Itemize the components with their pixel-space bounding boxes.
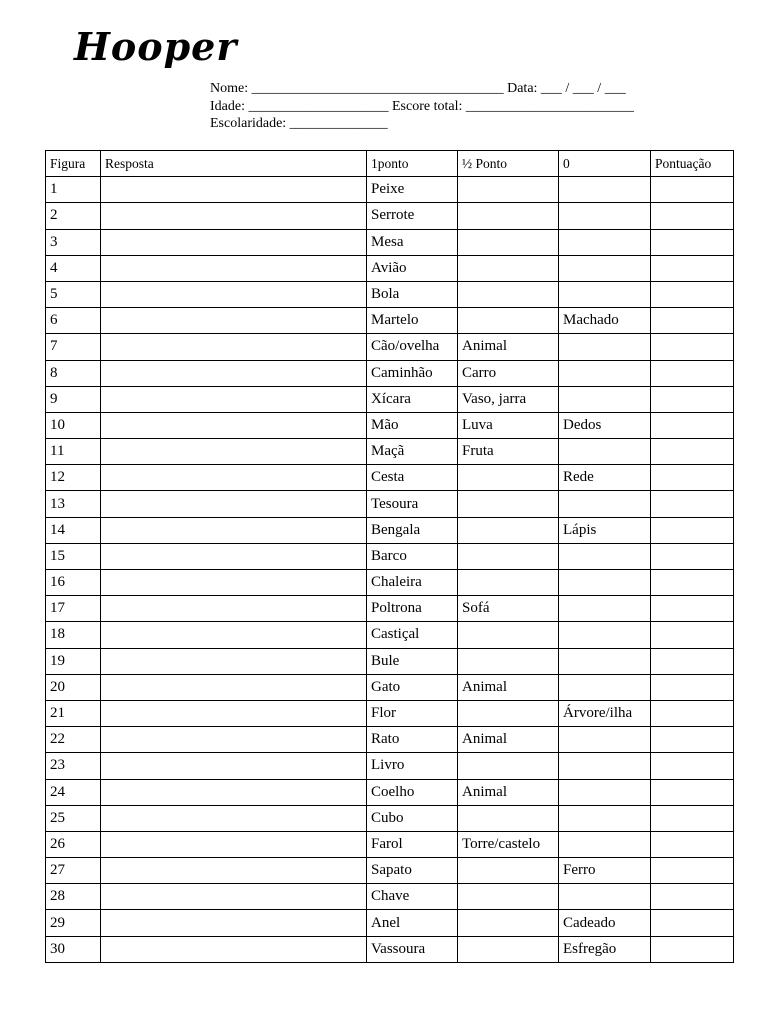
zero-point-cell (559, 805, 651, 831)
zero-point-cell (559, 281, 651, 307)
pontuacao-cell[interactable] (651, 465, 734, 491)
pontuacao-cell[interactable] (651, 203, 734, 229)
resposta-cell[interactable] (101, 727, 367, 753)
zero-point-cell (559, 648, 651, 674)
half-point-cell (458, 622, 559, 648)
resposta-cell[interactable] (101, 334, 367, 360)
pontuacao-cell[interactable] (651, 177, 734, 203)
one-point-cell: Chave (367, 884, 458, 910)
resposta-cell[interactable] (101, 177, 367, 203)
table-row (46, 255, 734, 281)
pontuacao-cell[interactable] (651, 884, 734, 910)
zero-point-cell: Lápis (559, 517, 651, 543)
half-point-cell: Sofá (458, 596, 559, 622)
half-point-cell (458, 700, 559, 726)
resposta-cell[interactable] (101, 936, 367, 962)
figura-cell: 19 (46, 648, 101, 674)
pontuacao-cell[interactable] (651, 858, 734, 884)
one-point-cell: Bola (367, 281, 458, 307)
zero-point-cell (559, 570, 651, 596)
figura-cell: 27 (46, 858, 101, 884)
figura-cell: 12 (46, 465, 101, 491)
figura-cell: 25 (46, 805, 101, 831)
figura-cell: 3 (46, 229, 101, 255)
figura-cell: 17 (46, 596, 101, 622)
figura-cell: 11 (46, 439, 101, 465)
one-point-cell: Cesta (367, 465, 458, 491)
half-point-cell (458, 543, 559, 569)
resposta-cell[interactable] (101, 517, 367, 543)
table-row (46, 727, 734, 753)
pontuacao-cell[interactable] (651, 622, 734, 648)
one-point-cell: Flor (367, 700, 458, 726)
pontuacao-cell[interactable] (651, 491, 734, 517)
table-row (46, 543, 734, 569)
one-point-cell: Avião (367, 255, 458, 281)
pontuacao-cell[interactable] (651, 596, 734, 622)
figura-cell: 15 (46, 543, 101, 569)
figura-cell: 28 (46, 884, 101, 910)
figura-cell: 18 (46, 622, 101, 648)
one-point-cell: Maçã (367, 439, 458, 465)
figura-cell: 14 (46, 517, 101, 543)
page-title: Hooper (74, 24, 238, 69)
zero-point-cell (559, 386, 651, 412)
table-row (46, 360, 734, 386)
half-point-cell (458, 805, 559, 831)
table-header-row (46, 151, 734, 177)
half-point-cell (458, 255, 559, 281)
zero-point-cell (559, 753, 651, 779)
one-point-cell: Tesoura (367, 491, 458, 517)
half-point-cell: Animal (458, 674, 559, 700)
half-point-cell: Torre/castelo (458, 831, 559, 857)
resposta-cell[interactable] (101, 412, 367, 438)
one-point-cell: Farol (367, 831, 458, 857)
half-point-cell: Carro (458, 360, 559, 386)
zero-point-cell (559, 229, 651, 255)
figura-cell: 5 (46, 281, 101, 307)
table-row (46, 779, 734, 805)
one-point-cell: Castiçal (367, 622, 458, 648)
one-point-cell: Bule (367, 648, 458, 674)
one-point-cell: Bengala (367, 517, 458, 543)
pontuacao-cell[interactable] (651, 570, 734, 596)
one-point-cell: Barco (367, 543, 458, 569)
zero-point-cell (559, 596, 651, 622)
resposta-cell[interactable] (101, 491, 367, 517)
table-row (46, 308, 734, 334)
figura-cell: 20 (46, 674, 101, 700)
header-1ponto: 1ponto (367, 151, 458, 177)
pontuacao-cell[interactable] (651, 674, 734, 700)
half-point-cell: Animal (458, 779, 559, 805)
resposta-cell[interactable] (101, 465, 367, 491)
half-point-cell (458, 910, 559, 936)
one-point-cell: Livro (367, 753, 458, 779)
scoring-table (45, 150, 734, 963)
half-point-cell (458, 936, 559, 962)
figura-cell: 21 (46, 700, 101, 726)
pontuacao-cell[interactable] (651, 700, 734, 726)
figura-cell: 4 (46, 255, 101, 281)
resposta-cell[interactable] (101, 779, 367, 805)
zero-point-cell (559, 831, 651, 857)
table-row (46, 203, 734, 229)
zero-point-cell (559, 255, 651, 281)
one-point-cell: Gato (367, 674, 458, 700)
figura-cell: 29 (46, 910, 101, 936)
resposta-cell[interactable] (101, 596, 367, 622)
zero-point-cell (559, 543, 651, 569)
table-row (46, 831, 734, 857)
resposta-cell[interactable] (101, 910, 367, 936)
one-point-cell: Chaleira (367, 570, 458, 596)
zero-point-cell (559, 674, 651, 700)
table-row (46, 439, 734, 465)
figura-cell: 13 (46, 491, 101, 517)
pontuacao-cell[interactable] (651, 360, 734, 386)
resposta-cell[interactable] (101, 439, 367, 465)
figura-cell: 6 (46, 308, 101, 334)
resposta-cell[interactable] (101, 674, 367, 700)
one-point-cell: Mesa (367, 229, 458, 255)
zero-point-cell: Árvore/ilha (559, 700, 651, 726)
pontuacao-cell[interactable] (651, 517, 734, 543)
pontuacao-cell[interactable] (651, 753, 734, 779)
resposta-cell[interactable] (101, 805, 367, 831)
one-point-cell: Rato (367, 727, 458, 753)
figura-cell: 16 (46, 570, 101, 596)
one-point-cell: Cão/ovelha (367, 334, 458, 360)
half-point-cell (458, 229, 559, 255)
table-row (46, 281, 734, 307)
pontuacao-cell[interactable] (651, 255, 734, 281)
one-point-cell: Cubo (367, 805, 458, 831)
zero-point-cell (559, 334, 651, 360)
pontuacao-cell[interactable] (651, 727, 734, 753)
half-point-cell: Animal (458, 334, 559, 360)
table-body (46, 177, 734, 963)
table-row (46, 910, 734, 936)
table-row (46, 465, 734, 491)
half-point-cell (458, 465, 559, 491)
education-line[interactable]: Escolaridade: ______________ (210, 116, 388, 131)
pontuacao-cell[interactable] (651, 412, 734, 438)
resposta-cell[interactable] (101, 386, 367, 412)
pontuacao-cell[interactable] (651, 281, 734, 307)
header-zero: 0 (559, 151, 651, 177)
header-meio-ponto: ½ Ponto (458, 151, 559, 177)
table-row (46, 596, 734, 622)
table-row (46, 700, 734, 726)
name-date-line[interactable]: Nome: ____________________________________ Data: ___ / ___ / ___ (210, 81, 626, 96)
zero-point-cell (559, 439, 651, 465)
one-point-cell: Mão (367, 412, 458, 438)
zero-point-cell (559, 884, 651, 910)
resposta-cell[interactable] (101, 858, 367, 884)
table-row (46, 386, 734, 412)
pontuacao-cell[interactable] (651, 386, 734, 412)
one-point-cell: Poltrona (367, 596, 458, 622)
resposta-cell[interactable] (101, 884, 367, 910)
pontuacao-cell[interactable] (651, 543, 734, 569)
half-point-cell (458, 517, 559, 543)
zero-point-cell (559, 360, 651, 386)
half-point-cell (458, 308, 559, 334)
one-point-cell: Caminhão (367, 360, 458, 386)
half-point-cell (458, 648, 559, 674)
zero-point-cell (559, 177, 651, 203)
table-row (46, 334, 734, 360)
zero-point-cell: Rede (559, 465, 651, 491)
resposta-cell[interactable] (101, 543, 367, 569)
table-row (46, 884, 734, 910)
resposta-cell[interactable] (101, 753, 367, 779)
half-point-cell (458, 753, 559, 779)
half-point-cell (458, 858, 559, 884)
resposta-cell[interactable] (101, 255, 367, 281)
table-row (46, 229, 734, 255)
header-figura: Figura (46, 151, 101, 177)
figura-cell: 7 (46, 334, 101, 360)
header-pontuacao: Pontuação (651, 151, 734, 177)
resposta-cell[interactable] (101, 281, 367, 307)
half-point-cell: Luva (458, 412, 559, 438)
pontuacao-cell[interactable] (651, 910, 734, 936)
half-point-cell (458, 570, 559, 596)
table-row (46, 753, 734, 779)
one-point-cell: Peixe (367, 177, 458, 203)
one-point-cell: Anel (367, 910, 458, 936)
one-point-cell: Vassoura (367, 936, 458, 962)
header-resposta: Resposta (101, 151, 367, 177)
pontuacao-cell[interactable] (651, 648, 734, 674)
half-point-cell (458, 281, 559, 307)
figura-cell: 8 (46, 360, 101, 386)
figura-cell: 26 (46, 831, 101, 857)
one-point-cell: Xícara (367, 386, 458, 412)
zero-point-cell (559, 622, 651, 648)
resposta-cell[interactable] (101, 229, 367, 255)
table-row (46, 805, 734, 831)
half-point-cell (458, 177, 559, 203)
figura-cell: 1 (46, 177, 101, 203)
figura-cell: 22 (46, 727, 101, 753)
pontuacao-cell[interactable] (651, 936, 734, 962)
one-point-cell: Sapato (367, 858, 458, 884)
resposta-cell[interactable] (101, 700, 367, 726)
half-point-cell (458, 884, 559, 910)
table-row (46, 858, 734, 884)
figura-cell: 30 (46, 936, 101, 962)
one-point-cell: Coelho (367, 779, 458, 805)
table-row (46, 674, 734, 700)
table-row (46, 412, 734, 438)
pontuacao-cell[interactable] (651, 439, 734, 465)
resposta-cell[interactable] (101, 831, 367, 857)
resposta-cell[interactable] (101, 570, 367, 596)
zero-point-cell (559, 203, 651, 229)
table-row (46, 936, 734, 962)
one-point-cell: Martelo (367, 308, 458, 334)
age-score-line[interactable]: Idade: ____________________ Escore total: ________________________ (210, 98, 634, 114)
half-point-cell: Vaso, jarra (458, 386, 559, 412)
figura-cell: 23 (46, 753, 101, 779)
half-point-cell (458, 203, 559, 229)
one-point-cell: Serrote (367, 203, 458, 229)
figura-cell: 10 (46, 412, 101, 438)
resposta-cell[interactable] (101, 308, 367, 334)
table-row (46, 570, 734, 596)
zero-point-cell: Dedos (559, 412, 651, 438)
table-row (46, 648, 734, 674)
pontuacao-cell[interactable] (651, 831, 734, 857)
zero-point-cell (559, 779, 651, 805)
header-fields (210, 80, 634, 133)
table-row (46, 491, 734, 517)
pontuacao-cell[interactable] (651, 805, 734, 831)
table-row (46, 517, 734, 543)
pontuacao-cell[interactable] (651, 229, 734, 255)
resposta-cell[interactable] (101, 648, 367, 674)
figura-cell: 9 (46, 386, 101, 412)
zero-point-cell: Ferro (559, 858, 651, 884)
resposta-cell[interactable] (101, 622, 367, 648)
figura-cell: 24 (46, 779, 101, 805)
figura-cell: 2 (46, 203, 101, 229)
zero-point-cell: Esfregão (559, 936, 651, 962)
half-point-cell (458, 491, 559, 517)
zero-point-cell: Machado (559, 308, 651, 334)
zero-point-cell (559, 491, 651, 517)
table-row (46, 622, 734, 648)
table-row (46, 177, 734, 203)
pontuacao-cell[interactable] (651, 334, 734, 360)
half-point-cell: Fruta (458, 439, 559, 465)
zero-point-cell: Cadeado (559, 910, 651, 936)
zero-point-cell (559, 727, 651, 753)
resposta-cell[interactable] (101, 360, 367, 386)
resposta-cell[interactable] (101, 203, 367, 229)
half-point-cell: Animal (458, 727, 559, 753)
pontuacao-cell[interactable] (651, 779, 734, 805)
pontuacao-cell[interactable] (651, 308, 734, 334)
